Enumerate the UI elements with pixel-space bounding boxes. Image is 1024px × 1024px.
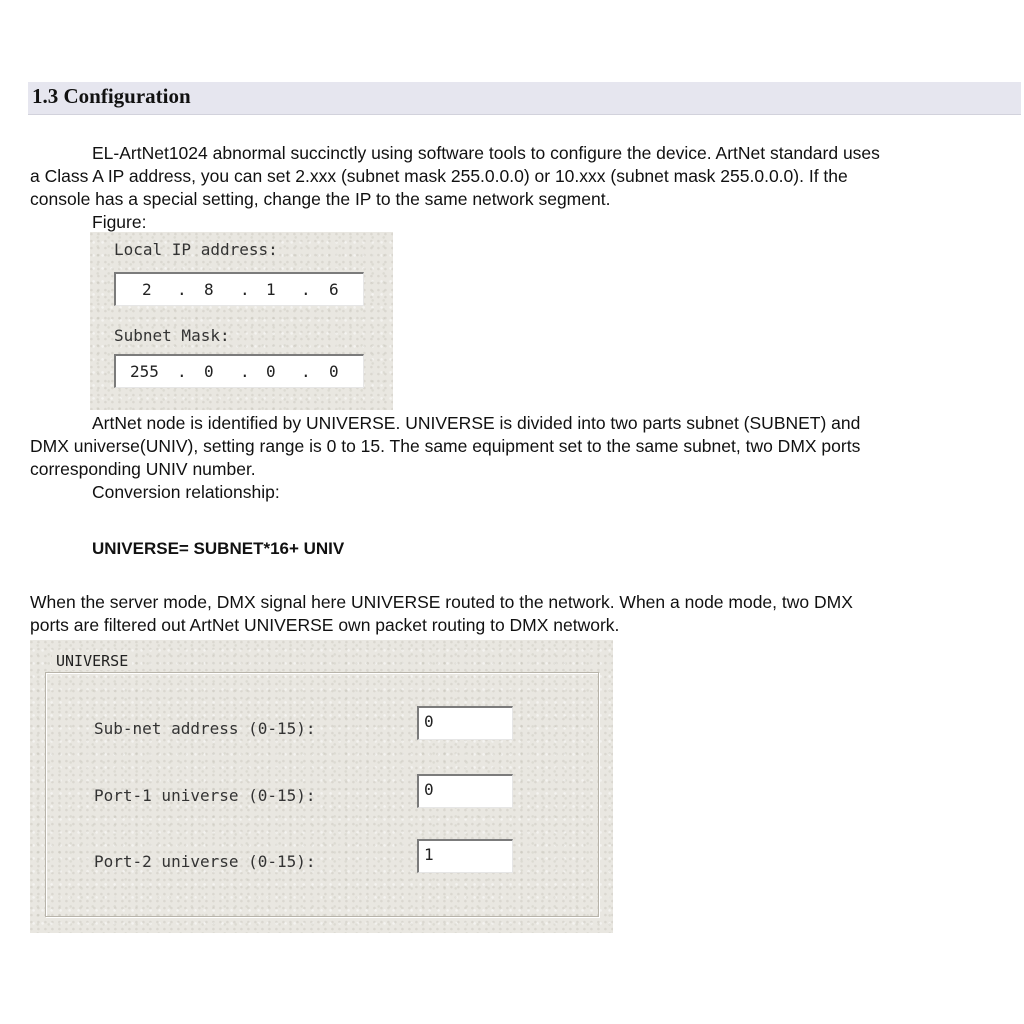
intro-line-3: console has a special setting, change the IP to the same network segment. <box>30 189 611 209</box>
ip-dot: . <box>301 280 311 299</box>
mask-octet-1: 255 <box>130 362 159 381</box>
ip-octet-4: 6 <box>329 280 339 299</box>
mask-octet-4: 0 <box>329 362 339 381</box>
intro-line-2: a Class A IP address, you can set 2.xxx (subnet mask 255.0.0.0) or 10.xxx (subnet mask 255.0.0.0). If the <box>30 166 848 186</box>
subnet-address-input[interactable]: 0 <box>417 706 513 740</box>
ip-octet-2: 8 <box>204 280 214 299</box>
section-title: 1.3 Configuration <box>32 84 191 108</box>
mask-octet-3: 0 <box>266 362 276 381</box>
universe-text-line-1: ArtNet node is identified by UNIVERSE. UNIVERSE is divided into two parts subnet (SUBNET) and <box>92 413 861 433</box>
intro-line-1: EL-ArtNet1024 abnormal succinctly using software tools to configure the device. ArtNet standard uses <box>92 143 880 163</box>
universe-formula: UNIVERSE= SUBNET*16+ UNIV <box>92 539 345 558</box>
ip-config-panel <box>90 232 393 410</box>
ip-dot: . <box>240 280 250 299</box>
subnet-mask-label: Subnet Mask: <box>114 326 230 345</box>
local-ip-label: Local IP address: <box>114 240 278 259</box>
figure-label: Figure: <box>92 212 147 232</box>
port1-universe-input[interactable]: 0 <box>417 774 513 808</box>
ip-octet-3: 1 <box>266 280 276 299</box>
port1-universe-label: Port-1 universe (0-15): <box>94 786 316 805</box>
routing-text-line-1: When the server mode, DMX signal here UNIVERSE routed to the network. When a node mode, two DMX <box>30 592 853 612</box>
port2-universe-label: Port-2 universe (0-15): <box>94 852 316 871</box>
universe-legend: UNIVERSE <box>52 652 132 670</box>
universe-text-line-2: DMX universe(UNIV), setting range is 0 to 15. The same equipment set to the same subnet, two DMX ports <box>30 436 861 456</box>
mask-dot: . <box>177 362 187 381</box>
routing-text-line-2: ports are filtered out ArtNet UNIVERSE own packet routing to DMX network. <box>30 615 620 635</box>
mask-dot: . <box>240 362 250 381</box>
universe-text-line-3: corresponding UNIV number. <box>30 459 256 479</box>
port2-universe-input[interactable]: 1 <box>417 839 513 873</box>
conversion-label: Conversion relationship: <box>92 482 280 502</box>
ip-octet-1: 2 <box>142 280 152 299</box>
subnet-mask-input[interactable] <box>114 354 364 388</box>
mask-dot: . <box>301 362 311 381</box>
ip-dot: . <box>177 280 187 299</box>
mask-octet-2: 0 <box>204 362 214 381</box>
local-ip-input[interactable] <box>114 272 364 306</box>
subnet-address-label: Sub-net address (0-15): <box>94 719 316 738</box>
